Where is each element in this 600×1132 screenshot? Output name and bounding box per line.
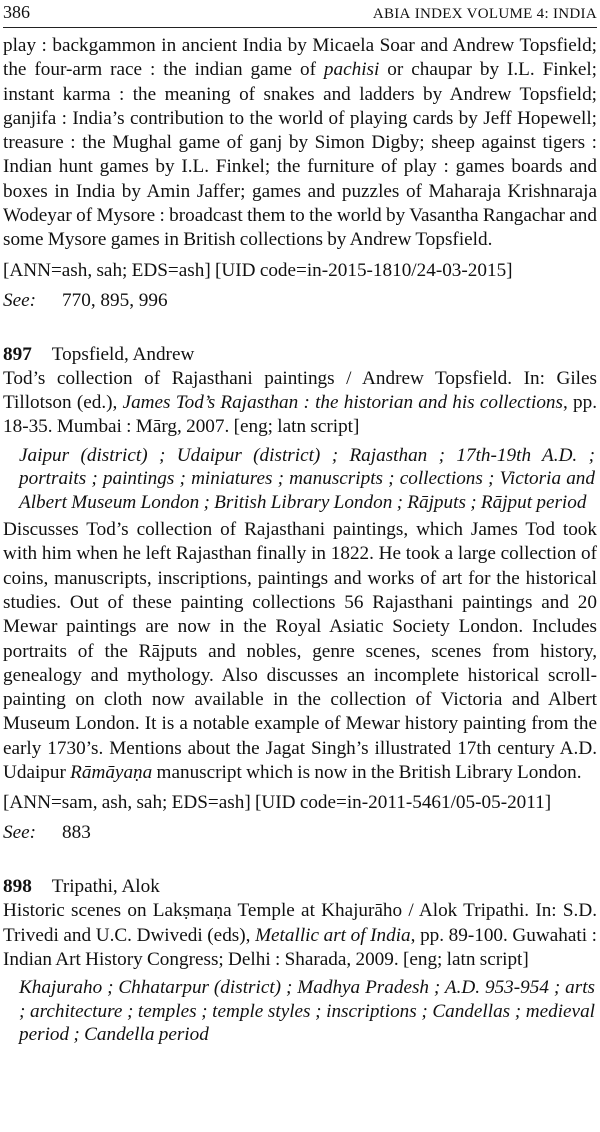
citation-b: , pp. 89-100. Guwahati : Indian Art History Congress; Delhi : Sharada, 2009. [eng; latn script] [3, 924, 597, 970]
page-body [3, 34, 597, 1051]
entry-897-metadata [3, 791, 597, 815]
citation-italic: James Tod’s Rajasthan : the historian and his collections [122, 391, 563, 413]
abstract-italic: Rāmāyaṇa [70, 762, 153, 784]
abstract-b: manuscript which is now in the British Library London. [152, 762, 582, 784]
meta-ann-value: =sam, ash, sah; [50, 792, 172, 814]
see-label: See: [3, 289, 37, 311]
entry-author: Topsfield, Andrew [51, 343, 195, 365]
citation-italic: Metallic art of India [255, 924, 411, 946]
entry-897-keywords: Jaipur (district) ; Udaipur (district) ; Rajasthan ; 17th-19th A.D. ; portraits ; paintings ; miniatures ; manuscripts ; collections ; Victoria and Albert Museum London ; British Library London ; Rājputs ; Rājput period [19, 444, 595, 513]
citation-b: , pp. 18-35. Mumbai : Mārg, 2007. [eng; latn script] [3, 391, 598, 438]
entry-896-contents [3, 34, 597, 253]
meta-eds-value: =ash] [ [167, 259, 222, 281]
entry-896-text-b: or chaupar by I.L. Finkel; instant karma : the meaning of snakes and ladders by Andrew Topsfield; ganjifa : India’s contribution to the world of playing cards by Jeff Hopewell; treasure : the Mughal game of ganj by Simon Digby; sheep against tigers : Indian hunt games by I.L. Finkel; the furniture of play : games boards and boxes in India by Amin Jaffer; games and puzzles of Maharaja Krishnaraja Wodeyar of Mysore : broadcast them to the world by Vasantha Rangachar and some Mysore games in British collections by Andrew Topsfield. [3, 59, 597, 251]
entry-897-see-also [3, 821, 597, 845]
meta-eds-label: EDS [131, 259, 168, 281]
meta-uid-label: UID [221, 259, 256, 281]
entry-898-heading [3, 875, 597, 899]
meta-eds-value: =ash] [ [207, 792, 262, 814]
entry-898-keywords: Khajuraho ; Chhatarpur (district) ; Madhya Pradesh ; A.D. 953-954 ; arts ; architecture ; temples ; temple styles ; inscriptions ; Candellas ; medieval period ; Candella period [19, 977, 595, 1046]
meta-uid-value: code=in-2015-1810/24-03-2015] [255, 259, 513, 281]
entry-896-see-also [3, 289, 597, 313]
entry-896-metadata [3, 259, 597, 283]
meta-eds-label: EDS [171, 792, 208, 814]
see-refs[interactable]: 883 [62, 822, 91, 844]
meta-open: [ [3, 259, 10, 281]
abstract-a: Discusses Tod’s collection of Rajasthani paintings, which James Tod took with him when he left Rajasthan finally in 1822. He took a large collection of coins, manuscripts, inscriptions, paintings and works of art for the historical studies. Out of these painting collections 56 Rajasthani paintings and 20 Mewar paintings are now in the Royal Asiatic Society London. Includes portraits of the Rājputs and nobles, genre scenes, scenes from history, genealogy and mythology. Also discusses an incomplete historical scroll-painting on cloth now available in the collection of Victoria and Albert Museum London. It is a notable example of Mewar history painting from the early 1730’s. Mentions about the Jagat Singh’s illustrated 17th century A.D. Udaipur [3, 519, 597, 784]
meta-uid-value: code=in-2011-5461/05-05-2011] [295, 792, 552, 814]
see-refs[interactable]: 770, 895, 996 [62, 289, 168, 311]
meta-uid-label: UID [261, 792, 296, 814]
running-head-abia: ABIA [372, 6, 411, 22]
entry-898-citation [3, 899, 597, 972]
entry-897-citation [3, 367, 597, 440]
meta-ann-value: =ash, sah; [50, 259, 132, 281]
entry-896-text-a: play : backgammon in ancient India by Micaela Soar and Andrew Topsfield; the four-arm race : the indian game of [3, 35, 597, 81]
citation-a: Tod’s collection of Rajasthani paintings / Andrew Topsfield. In: Giles Tillotson (ed.), [3, 367, 597, 413]
citation-a: Historic scenes on Lakṣmaṇa Temple at Khajurāho / Alok Tripathi. In: S.D. Trivedi and U.C. Dwivedi (eds), [3, 900, 597, 946]
page-header [3, 0, 597, 28]
entry-897-abstract [3, 518, 597, 785]
entry-896-text-italic: pachisi [323, 59, 380, 81]
see-label: See: [3, 822, 37, 844]
entry-number: 897 [3, 343, 32, 365]
entry-author: Tripathi, Alok [51, 876, 160, 898]
meta-ann-label: ANN [9, 259, 51, 281]
meta-ann-label: ANN [9, 792, 51, 814]
page-number: 386 [3, 2, 30, 22]
entry-number: 898 [3, 876, 32, 898]
running-head [373, 6, 597, 23]
entry-897-heading [3, 343, 597, 367]
running-head-rest: INDEX VOLUME 4: INDIA [410, 6, 597, 22]
meta-open: [ [3, 792, 10, 814]
